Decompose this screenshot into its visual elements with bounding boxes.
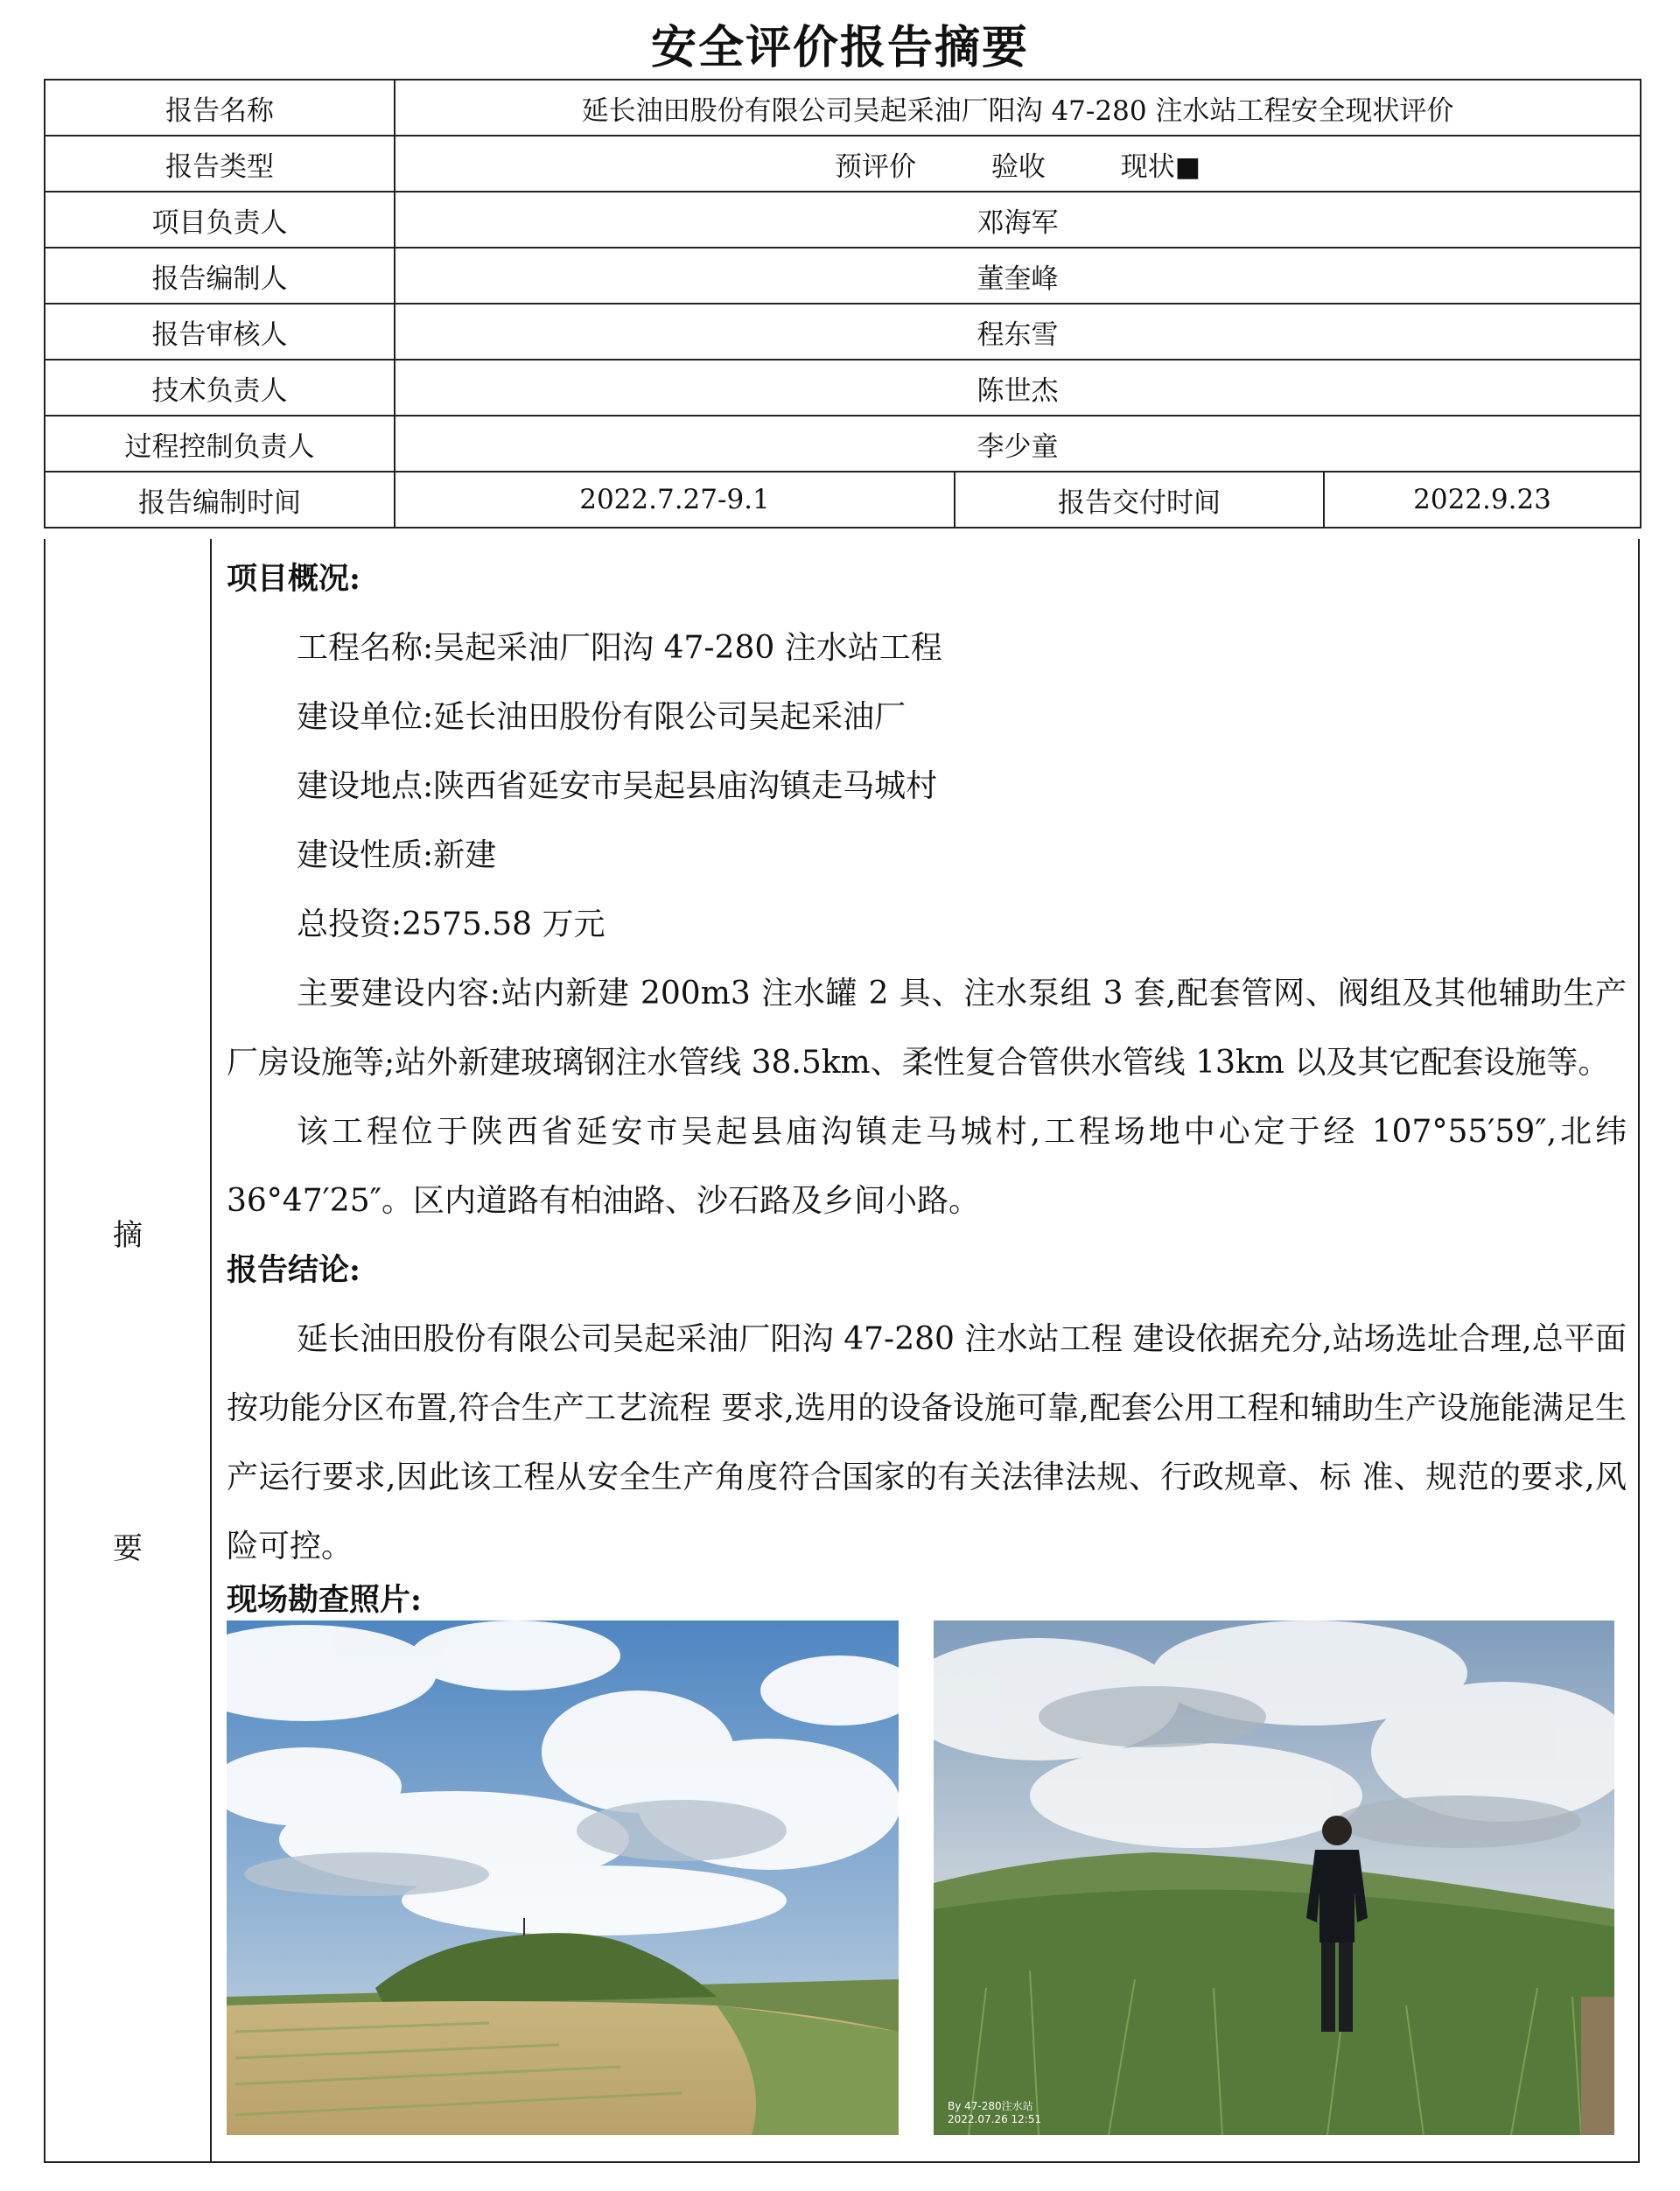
site-photo-hill	[227, 1620, 899, 2135]
row-dates	[45, 472, 1641, 528]
row-report-type	[45, 136, 1641, 192]
location-paragraph: 该工程位于陕西省延安市吴起县庙沟镇走马城村,工程场地中心定于经 107°55′59″,北纬 36°47′25″。区内道路有柏油路、沙石路及乡间小路。	[227, 1114, 1627, 1219]
site-line: 建设地点:陕西省延安市吴起县庙沟镇走马城村	[297, 768, 938, 804]
row-reviewer	[45, 304, 1641, 360]
page-title: 安全评价报告摘要	[650, 21, 1029, 74]
tech-lead-value: 陈世杰	[395, 360, 1641, 416]
deliver-time-label: 报告交付时间	[955, 472, 1324, 528]
compiler-value: 董奎峰	[395, 248, 1641, 304]
summary-side-label	[46, 539, 212, 2161]
side-char-2: 要	[113, 1531, 143, 1566]
compile-time-value: 2022.7.27-9.1	[395, 472, 955, 528]
reviewer-label: 报告审核人	[45, 304, 395, 360]
investment-line: 总投资:2575.58 万元	[297, 906, 606, 942]
type-option-accept: 验收	[990, 150, 1046, 183]
person-in-grassland-image	[934, 1620, 1614, 2135]
report-info-table	[44, 79, 1642, 528]
summary-section	[44, 539, 1640, 2163]
row-compiler	[45, 248, 1641, 304]
report-name-value: 延长油田股份有限公司吴起采油厂阳沟 47-280 注水站工程安全现状评价	[395, 80, 1641, 136]
summary-content	[227, 544, 1627, 1620]
deliver-time-value: 2022.9.23	[1324, 472, 1641, 528]
compile-time-label: 报告编制时间	[45, 472, 395, 528]
side-char-1: 摘	[113, 1218, 143, 1253]
report-type-options	[395, 136, 1641, 192]
row-report-name	[45, 80, 1641, 136]
project-lead-label: 项目负责人	[45, 192, 395, 248]
site-photo-person	[934, 1620, 1614, 2135]
report-name-label: 报告名称	[45, 80, 395, 136]
process-lead-label: 过程控制负责人	[45, 416, 395, 472]
row-tech-lead	[45, 360, 1641, 416]
builder-line: 建设单位:延长油田股份有限公司吴起采油厂	[297, 699, 906, 735]
tech-lead-label: 技术负责人	[45, 360, 395, 416]
conclusion-heading: 报告结论:	[227, 1252, 360, 1288]
process-lead-value: 李少童	[395, 416, 1641, 472]
type-option-pre: 预评价	[835, 150, 916, 183]
main-content-paragraph: 主要建设内容:站内新建 200m3 注水罐 2 具、注水泵组 3 套,配套管网、阀组及其他辅助生产厂房设施等;站外新建玻璃钢注水管线 38.5km、柔性复合管供水管线 13km 以及其它配套设施等。	[227, 976, 1627, 1081]
project-lead-value: 邓海军	[395, 192, 1641, 248]
reviewer-value: 程东雪	[395, 304, 1641, 360]
row-process-lead	[45, 416, 1641, 472]
photos-heading: 现场勘查照片:	[227, 1582, 422, 1618]
hill-landscape-image	[227, 1620, 899, 2135]
report-type-label: 报告类型	[45, 136, 395, 192]
row-project-lead	[45, 192, 1641, 248]
conclusion-paragraph: 延长油田股份有限公司吴起采油厂阳沟 47-280 注水站工程 建设依据充分,站场选址合理,总平面按功能分区布置,符合生产工艺流程 要求,选用的设备设施可靠,配套公用工程和辅助生产设施能满足生产运行要求,因此该工程从安全生产角度符合国家的有关法律法规、行政规章、标 准、规范的要求,风险可控。	[227, 1321, 1627, 1564]
photo-timestamp: By 47-280注水站 2022.07.26 12:51	[948, 2100, 1042, 2125]
overview-heading: 项目概况:	[227, 561, 360, 597]
type-option-current: 现状■	[1120, 150, 1201, 183]
site-photos	[227, 1620, 1627, 2135]
compiler-label: 报告编制人	[45, 248, 395, 304]
nature-line: 建设性质:新建	[297, 837, 497, 873]
project-name-line: 工程名称:吴起采油厂阳沟 47-280 注水站工程	[297, 630, 942, 666]
